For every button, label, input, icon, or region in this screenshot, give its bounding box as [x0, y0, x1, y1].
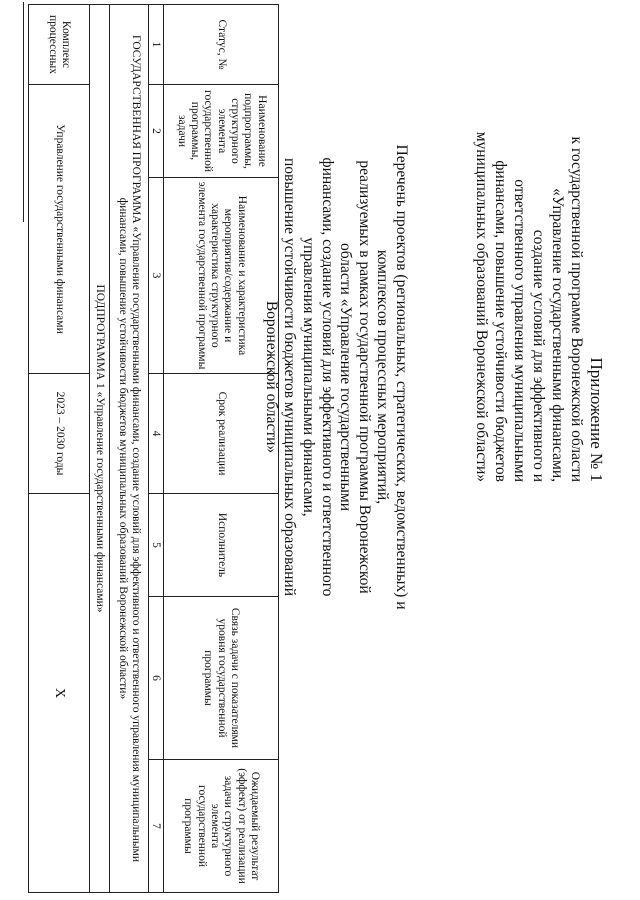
header-row [164, 5, 279, 893]
appendix-number: Приложение № 1 [587, 357, 606, 482]
document-heading [261, 142, 410, 612]
appendix-line: к государственной программе Воронежской области [568, 136, 585, 482]
column-number: 6 [149, 597, 164, 760]
row-status: Комплекс процессных [29, 5, 90, 85]
heading-line: реализуемых в рамках государственной программы Воронежской области «Управление государственными [337, 160, 373, 594]
heading-line: Перечень проектов (региональных, стратегических, ведомственных) и комплексов процессных мероприятий, [374, 144, 410, 610]
header-cell-name: Наименование подпрограммы, структурного элемента государственной программы, задачи [164, 85, 279, 178]
heading-line: повышение устойчивости бюджетов муниципальных образований [281, 157, 299, 597]
appendix-block [472, 102, 606, 482]
appendix-line: муниципальных образований Воронежской области» [473, 131, 490, 482]
column-number: 2 [149, 85, 164, 178]
header-cell-description: Наименование и характеристика мероприятия/содержание и характеристика структурного элемента государственной программы [164, 178, 279, 374]
column-number: 3 [149, 178, 164, 374]
header-cell-status: Статус, № [164, 5, 279, 85]
row-x-mark: X [29, 494, 90, 893]
appendix-line: «Управление государственными финансами, [549, 188, 566, 482]
header-cell-period: Срок реализации [164, 374, 279, 494]
appendix-line: ответственного управления муниципальными [511, 179, 528, 482]
column-number: 5 [149, 494, 164, 597]
header-cell-result: Ожидаемый результат (эффект) от реализации задачи структурного элемента государственной программы [164, 760, 279, 893]
column-number: 4 [149, 374, 164, 494]
appendix-line: создание условий для эффективного и [530, 229, 547, 482]
subprogram-row [90, 5, 110, 893]
appendix-line: финансами, повышение устойчивости бюджетов [492, 160, 509, 482]
column-number-row [149, 5, 164, 893]
footnote-divider [23, 2, 24, 222]
heading-line: финансами, создание условий для эффективного и ответственного управления муниципальными финансами, [300, 157, 336, 597]
row-name: Управление государственными финансами [29, 85, 90, 374]
heading-line: Воронежской области» [262, 300, 280, 454]
row-period: 2023 – 2030 годы [29, 374, 90, 494]
column-number: 1 [149, 5, 164, 85]
header-cell-executor: Исполнитель [164, 494, 279, 597]
header-cell-indicators: Связь задачи с показателями уровня государственной программы [164, 597, 279, 760]
program-row [110, 5, 149, 893]
subprogram-title: ПОДПРОГРАММА 1 «Управление государственными финансами» [90, 5, 110, 893]
projects-table [28, 4, 279, 893]
column-number: 7 [149, 760, 164, 893]
program-title: ГОСУДАРСТВЕННАЯ ПРОГРАММА «Управление государственными финансами, создание условий для эффективного и ответственного управления муниципальными финансами, повышение устойчивости бюджетов муниципальных образований Воронежской области» [110, 5, 149, 893]
table-row [29, 5, 90, 893]
